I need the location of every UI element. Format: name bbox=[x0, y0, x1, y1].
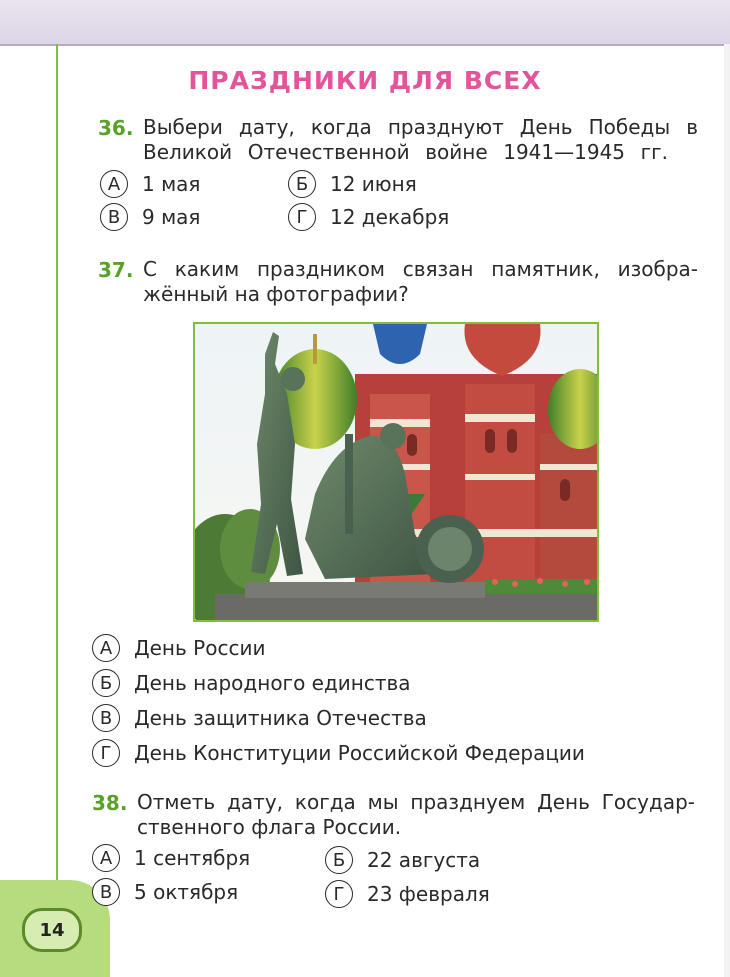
option-label: День России bbox=[134, 636, 266, 660]
question-36-line-2: Великой Отечественной войне 1941—1945 гг. bbox=[143, 140, 668, 164]
monument-photo bbox=[193, 322, 599, 622]
option-letter-circle[interactable]: Г bbox=[325, 880, 353, 908]
question-37-line-1: С каким праздником связан памятник, изобра- bbox=[143, 257, 698, 281]
q36-option-b[interactable] bbox=[288, 170, 417, 198]
option-letter-circle[interactable]: Б bbox=[288, 170, 316, 198]
option-label: 1 мая bbox=[142, 172, 201, 196]
option-letter-circle[interactable]: Г bbox=[288, 203, 316, 231]
option-label: День защитника Отечества bbox=[134, 706, 427, 730]
option-label: 12 декабря bbox=[330, 205, 450, 229]
question-36-line-1: Выбери дату, когда празднуют День Победы в bbox=[143, 115, 698, 139]
question-37-text bbox=[143, 257, 698, 307]
option-letter-circle[interactable]: В bbox=[92, 704, 120, 732]
question-36-number: 36. bbox=[98, 116, 134, 140]
monument-illustration bbox=[195, 324, 597, 620]
option-letter-circle[interactable]: Б bbox=[92, 669, 120, 697]
q38-option-c[interactable] bbox=[92, 878, 238, 906]
q38-option-d[interactable] bbox=[325, 880, 490, 908]
q36-option-a[interactable] bbox=[100, 170, 200, 198]
question-38-line-1: Отметь дату, когда мы празднуем День Государ- bbox=[137, 790, 695, 814]
option-letter-circle[interactable]: А bbox=[92, 844, 120, 872]
option-letter-circle[interactable]: В bbox=[92, 878, 120, 906]
question-38-number: 38. bbox=[92, 791, 128, 815]
option-label: 9 мая bbox=[142, 205, 201, 229]
q37-option-d[interactable] bbox=[92, 739, 585, 767]
option-label: 12 июня bbox=[330, 172, 417, 196]
q38-option-a[interactable] bbox=[92, 844, 250, 872]
question-38-text bbox=[137, 790, 695, 840]
option-label: 1 сентября bbox=[134, 846, 251, 870]
option-label: 5 октября bbox=[134, 880, 239, 904]
question-36-text bbox=[143, 115, 698, 165]
q36-option-d[interactable] bbox=[288, 203, 449, 231]
option-letter-circle[interactable]: Г bbox=[92, 739, 120, 767]
q37-option-c[interactable] bbox=[92, 704, 427, 732]
option-letter-circle[interactable]: А bbox=[100, 170, 128, 198]
q36-option-c[interactable] bbox=[100, 203, 200, 231]
option-letter-circle[interactable]: В bbox=[100, 203, 128, 231]
margin-rule bbox=[56, 44, 58, 904]
question-38-line-2: ственного флага России. bbox=[137, 815, 402, 839]
option-label: 22 августа bbox=[367, 848, 481, 872]
q37-option-b[interactable] bbox=[92, 669, 411, 697]
option-label: День народного единства bbox=[134, 671, 411, 695]
page-title: ПРАЗДНИКИ ДЛЯ ВСЕХ bbox=[188, 66, 542, 95]
option-label: 23 февраля bbox=[367, 882, 490, 906]
page-number: 14 bbox=[22, 908, 82, 952]
q38-option-b[interactable] bbox=[325, 846, 480, 874]
option-label: День Конституции Российской Федерации bbox=[134, 741, 585, 765]
option-letter-circle[interactable]: Б bbox=[325, 846, 353, 874]
q37-option-a[interactable] bbox=[92, 634, 265, 662]
question-37-number: 37. bbox=[98, 258, 134, 282]
page-edge bbox=[724, 44, 730, 977]
top-band bbox=[0, 0, 730, 46]
option-letter-circle[interactable]: А bbox=[92, 634, 120, 662]
question-37-line-2: жённый на фотографии? bbox=[143, 282, 409, 306]
